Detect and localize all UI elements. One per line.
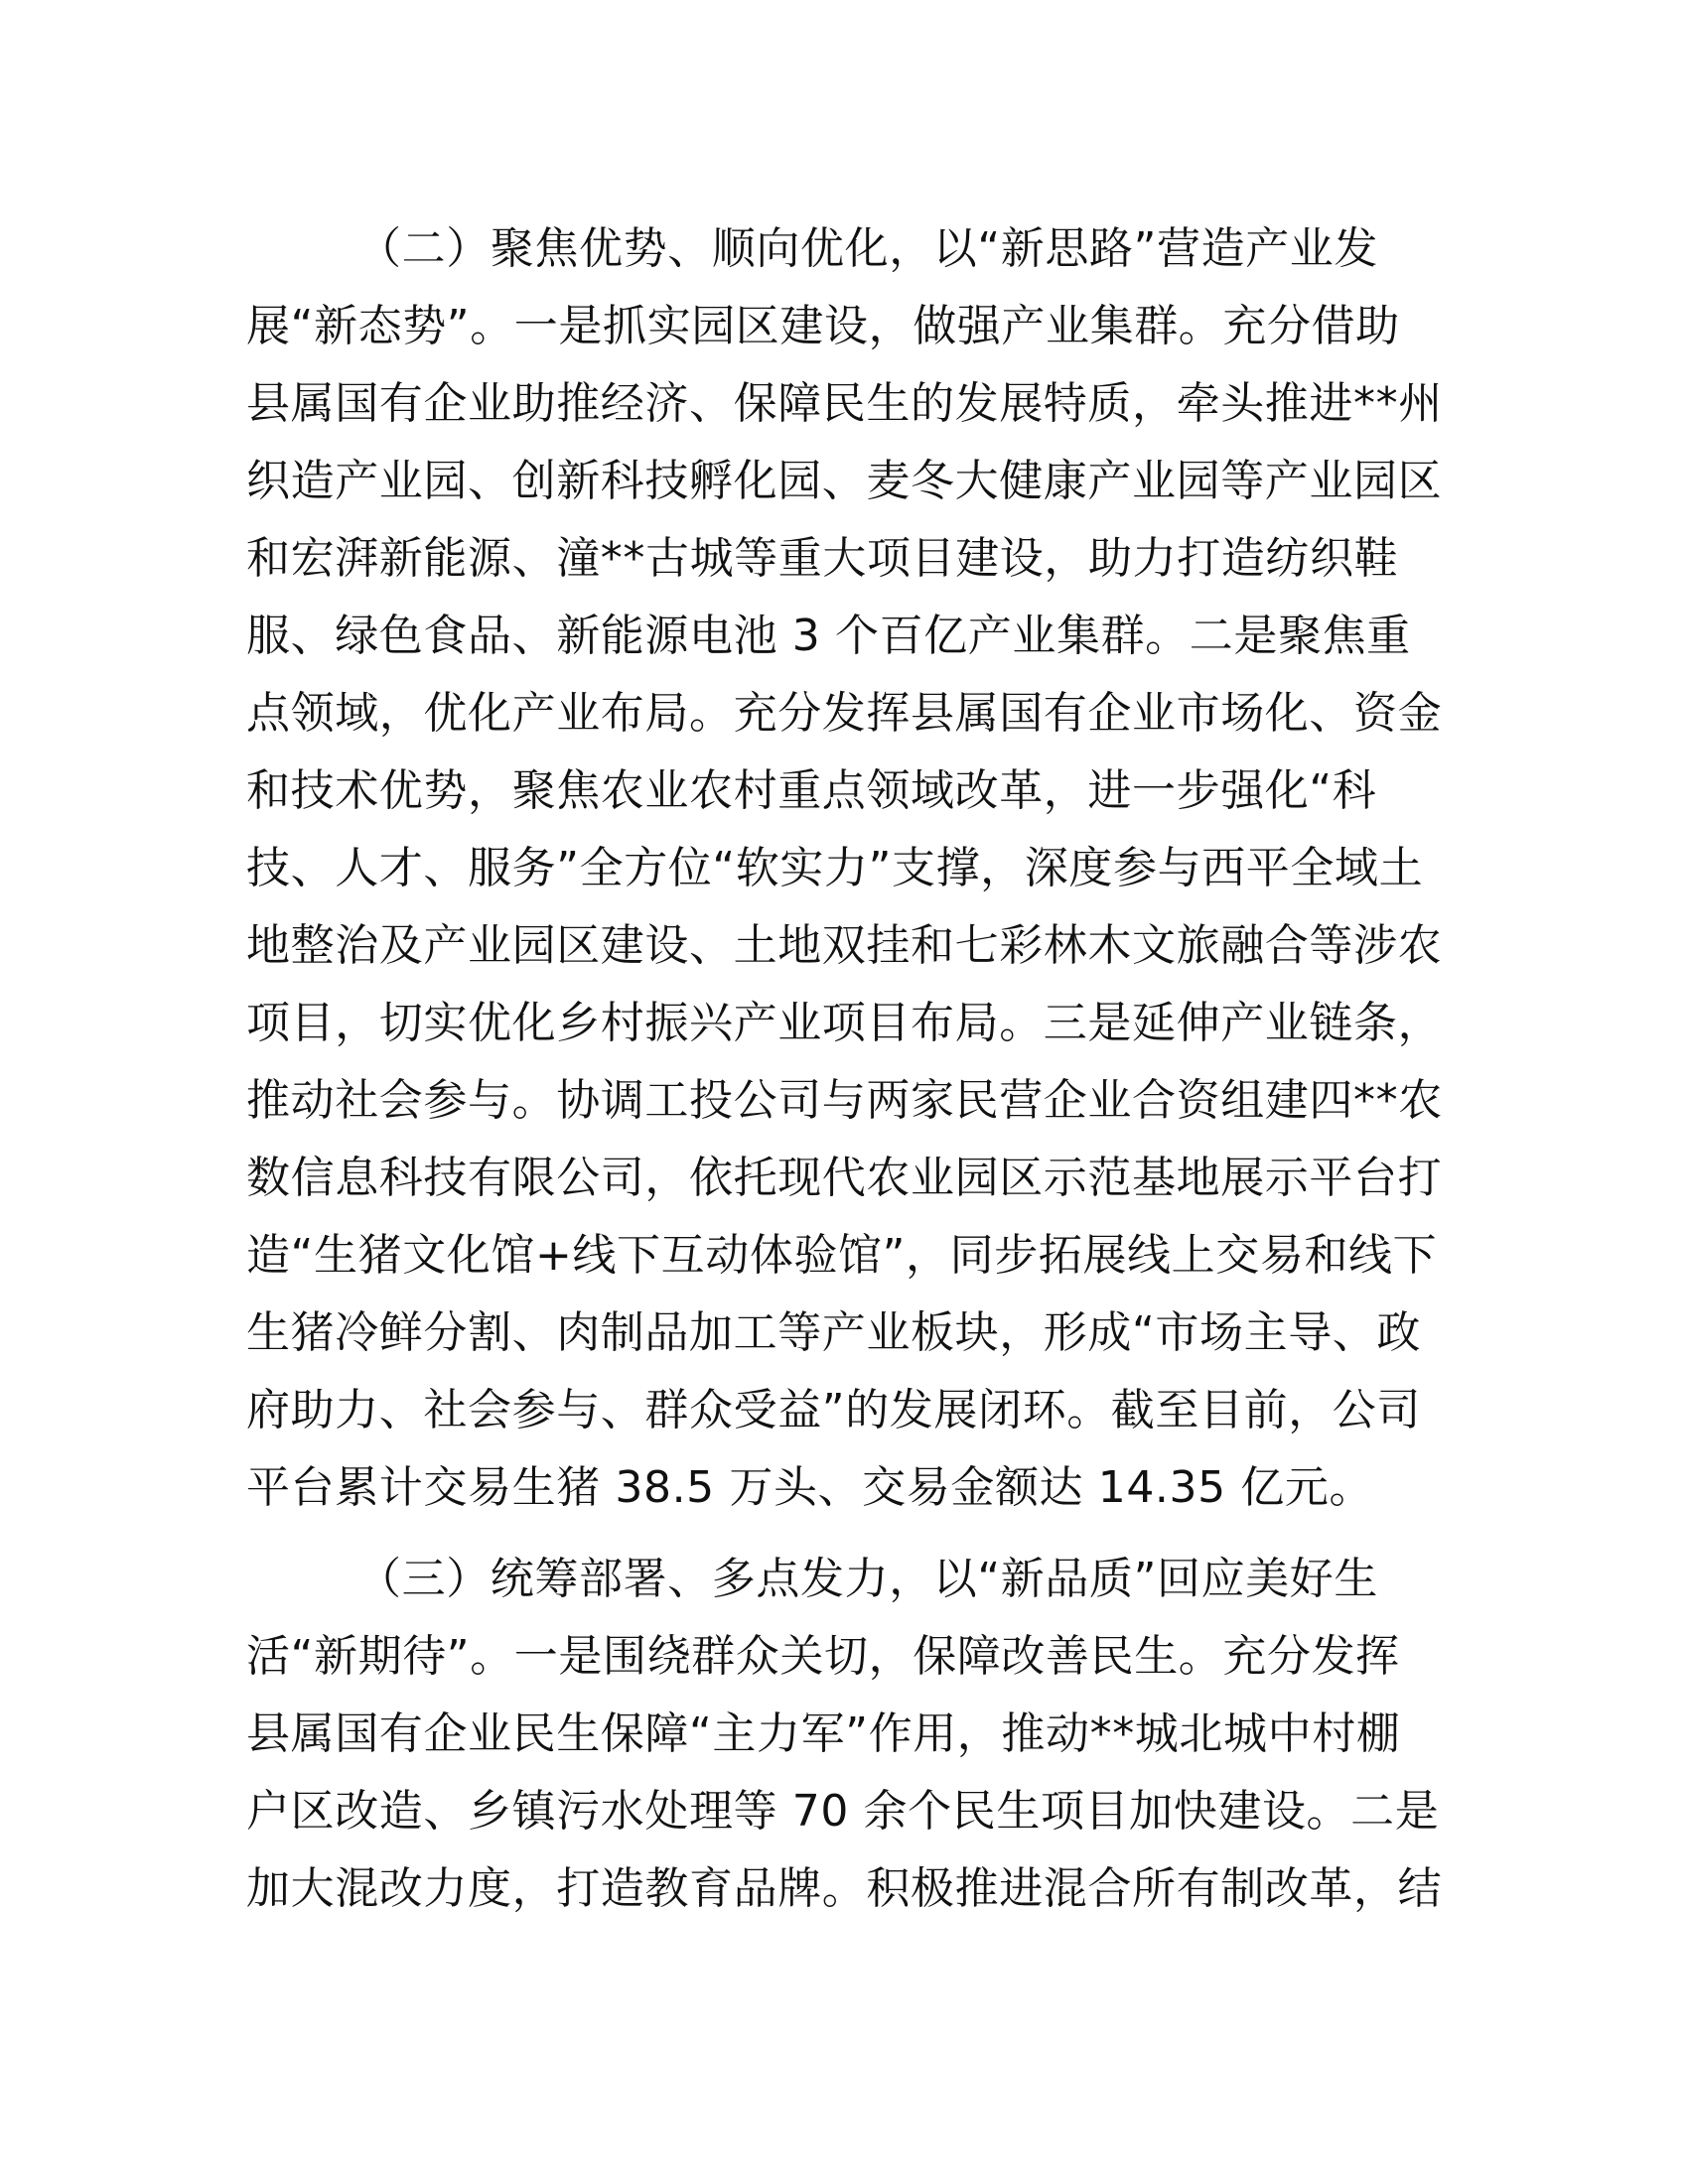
text-line: 户区改造、乡镇污水处理等 70 余个民生项目加快建设。二是 <box>246 1786 1440 1837</box>
text-line: 加大混改力度，打造教育品牌。积极推进混合所有制改革，结 <box>246 1863 1443 1914</box>
paragraph-spacer <box>246 1527 1434 1541</box>
text-line: 县属国有企业助推经济、保障民生的发展特质，牵头推进**州 <box>246 378 1443 429</box>
text-line: 推动社会参与。协调工投公司与两家民营企业合资组建四**农 <box>246 1075 1443 1126</box>
text-line: 技、人才、服务”全方位“软实力”支撑，深度参与西平全域土 <box>246 843 1424 893</box>
text-line: 和技术优势，聚焦农业农村重点领域改革，进一步强化“科 <box>246 765 1377 816</box>
text-line: 地整治及产业园区建设、土地双挂和七彩林木文旅融合等涉农 <box>246 920 1443 971</box>
text-line: （二）聚焦优势、顺向优化，以“新思路”营造产业发 <box>357 223 1378 274</box>
text-line: 数信息科技有限公司，依托现代农业园区示范基地展示平台打 <box>246 1153 1443 1203</box>
text-line: 平台累计交易生猪 38.5 万头、交易金额达 14.35 亿元。 <box>246 1462 1374 1513</box>
text-line: 织造产业园、创新科技孵化园、麦冬大健康产业园等产业园区 <box>246 456 1443 506</box>
paragraph-2 <box>246 210 1443 1527</box>
text-line: 活“新期待”。一是围绕群众关切，保障改善民生。充分发挥 <box>246 1631 1400 1682</box>
text-line: 展“新态势”。一是抓实园区建设，做强产业集群。充分借助 <box>246 301 1400 351</box>
text-line: 府助力、社会参与、群众受益”的发展闭环。截至目前，公司 <box>246 1385 1421 1435</box>
text-line: 项目，切实优化乡村振兴产业项目布局。三是延伸产业链条， <box>246 998 1443 1048</box>
document-body <box>246 210 1443 1928</box>
text-line: 造“生猪文化馆+线下互动体验馆”，同步拓展线上交易和线下 <box>246 1230 1438 1281</box>
text-line: 县属国有企业民生保障“主力军”作用，推动**城北城中村棚 <box>246 1708 1401 1759</box>
text-line: 和宏湃新能源、潼**古城等重大项目建设，助力打造纺织鞋 <box>246 533 1399 584</box>
text-line: 点领域，优化产业布局。充分发挥县属国有企业市场化、资金 <box>246 688 1443 739</box>
text-line: 生猪冷鲜分割、肉制品加工等产业板块，形成“市场主导、政 <box>246 1307 1421 1358</box>
paragraph-3 <box>246 1541 1443 1928</box>
text-line: 服、绿色食品、新能源电池 3 个百亿产业集群。二是聚焦重 <box>246 611 1411 661</box>
text-line: （三）统筹部署、多点发力，以“新品质”回应美好生 <box>357 1554 1378 1604</box>
